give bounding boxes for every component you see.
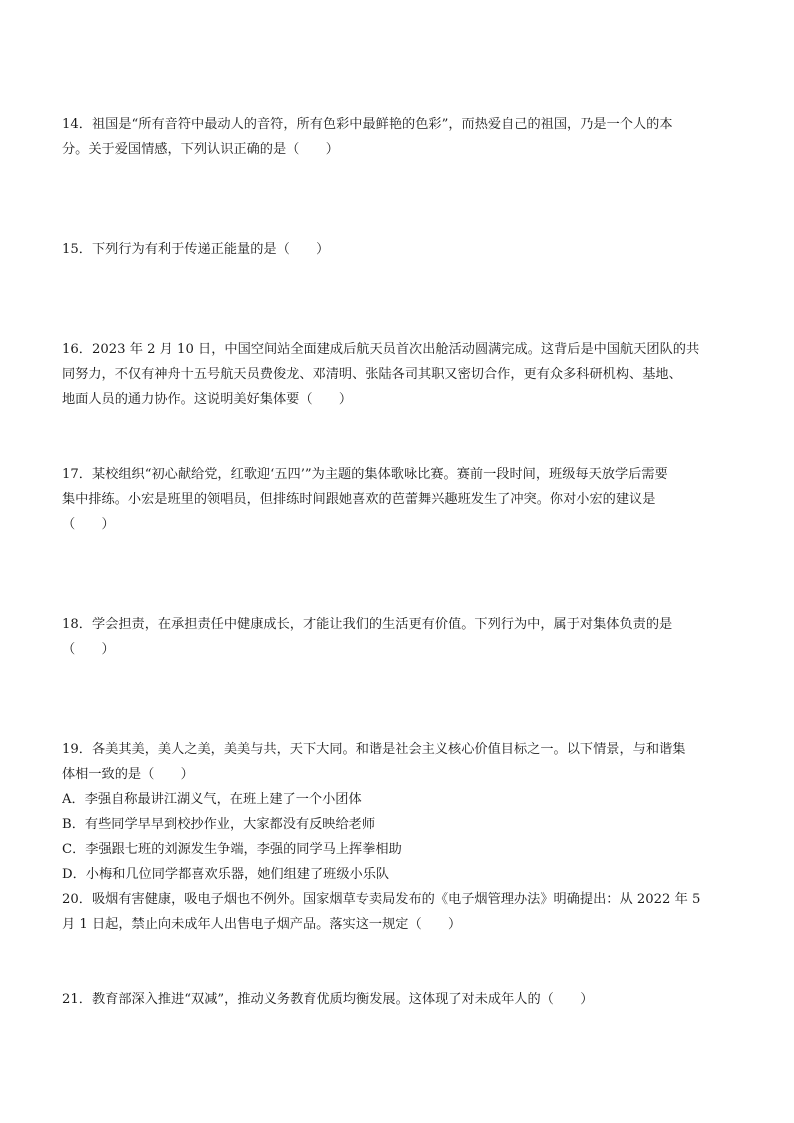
q15-stem: 15．下列行为有利于传递正能量的是（ ） [62, 242, 330, 257]
q19-option-d: D．小梅和几位同学都喜欢乐器，她们组建了班级小乐队 [62, 867, 390, 882]
q18-options [62, 712, 742, 737]
q17-stem-line3: （ ） [62, 517, 115, 532]
q18-items-row2 [62, 687, 742, 712]
q15-items-row1 [62, 262, 742, 287]
exam-page [62, 87, 742, 1037]
q17-options [62, 587, 742, 612]
q14-stem-line1: 14．祖国是“所有音符中最动人的音符，所有色彩中最鲜艳的色彩”，而热爱自己的祖国，乃是一个人的本 [62, 117, 673, 132]
q17-stem-line1: 17．某校组织“初心献给党，红歌迎‘五四’”为主题的集体歌咏比赛。赛前一段时间，班级每天放学后需要 [62, 467, 668, 482]
q14-options [62, 212, 742, 237]
q20-stem-line1: 20．吸烟有害健康，吸电子烟也不例外。国家烟草专卖局发布的《电子烟管理办法》明确提出：从 2022 年 5 [62, 892, 701, 907]
q19-stem-line2: 体相一致的是（ ） [62, 767, 194, 782]
q16-stem-line3: 地面人员的通力协作。这说明美好集体要（ ） [62, 392, 353, 407]
q19-option-c: C．李强跟七班的刘源发生争端，李强的同学马上挥拳相助 [62, 842, 402, 857]
q21-stem: 21．教育部深入推进“双减”，推动义务教育优质均衡发展。这体现了对未成年人的（ ） [62, 992, 594, 1007]
q14-stem-line2: 分。关于爱国情感，下列认识正确的是（ ） [62, 142, 339, 157]
q15-options [62, 312, 742, 337]
q18-items-row1 [62, 662, 742, 687]
q20-options-row2 [62, 962, 742, 987]
q20-options-row1 [62, 937, 742, 962]
q14-items-row1 [62, 162, 742, 187]
q18-stem-line2: （ ） [62, 642, 115, 657]
q13-options [62, 87, 742, 112]
q17-items-row2 [62, 562, 742, 587]
q19-option-a: A．李强自称最讲江湖义气，在班上建了一个小团体 [62, 792, 362, 807]
q16-stem-line2: 同努力，不仅有神舟十五号航天员费俊龙、邓清明、张陆各司其职又密切合作，更有众多科研机构、基地、 [62, 367, 682, 382]
q19-stem-line1: 19．各美其美，美人之美，美美与共，天下大同。和谐是社会主义核心价值目标之一。以下情景，与和谐集 [62, 742, 686, 757]
q20-stem-line2: 月 1 日起，禁止向未成年人出售电子烟产品。落实这一规定（ ） [62, 917, 462, 932]
q15-items-row2 [62, 287, 742, 312]
q16-options-row2 [62, 437, 742, 462]
q19-option-b: B．有些同学早早到校抄作业，大家都没有反映给老师 [62, 817, 376, 832]
q16-stem-line1: 16．2023 年 2 月 10 日，中国空间站全面建成后航天员首次出舱活动圆满完成。这背后是中国航天团队的共 [62, 342, 700, 357]
q17-stem-line2: 集中排练。小宏是班里的领唱员，但排练时间跟她喜欢的芭蕾舞兴趣班发生了冲突。你对小宏的建议是 [62, 492, 656, 507]
q18-stem-line1: 18．学会担责，在承担责任中健康成长，才能让我们的生活更有价值。下列行为中，属于对集体负责的是 [62, 617, 673, 632]
q17-items-row1 [62, 537, 742, 562]
q14-items-row2 [62, 187, 742, 212]
q21-options [62, 1012, 742, 1037]
q16-options-row1 [62, 412, 742, 437]
